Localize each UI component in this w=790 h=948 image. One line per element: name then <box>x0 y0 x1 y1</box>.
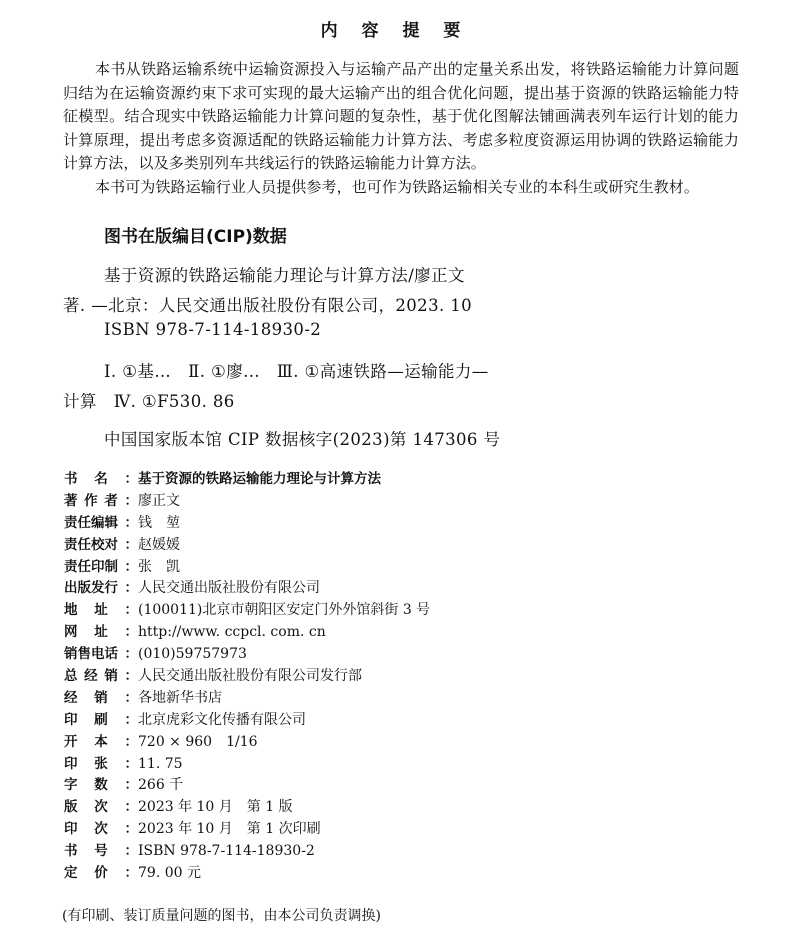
info-value: http://www. ccpcl. com. cn <box>138 624 326 641</box>
info-label <box>64 688 138 710</box>
info-colon: ： <box>124 689 138 706</box>
info-label-char: 数 <box>94 777 108 794</box>
info-label-char: 著 <box>64 492 78 509</box>
info-value: 北京虎彩文化传播有限公司 <box>138 711 306 728</box>
info-label <box>64 775 138 797</box>
info-label <box>64 754 138 776</box>
info-value: 人民交通出版社股份有限公司 <box>138 580 320 597</box>
info-row <box>64 710 430 732</box>
cip-isbn-line: ISBN 978-7-114-18930-2 <box>104 320 322 339</box>
info-row <box>64 775 430 797</box>
info-row <box>64 469 430 491</box>
info-label <box>64 841 138 863</box>
info-colon: ： <box>124 777 138 794</box>
info-label-char: 印 <box>64 755 78 772</box>
cip-classification-line: Ⅰ. ①基… Ⅱ. ①廖… Ⅲ. ①高速铁路—运输能力— <box>104 362 489 381</box>
summary-section <box>63 58 739 199</box>
info-colon: ： <box>124 471 138 487</box>
info-row <box>64 535 430 557</box>
info-label-char: 者 <box>104 492 118 509</box>
info-value: 各地新华书店 <box>138 689 222 706</box>
info-label-char: 定 <box>64 865 78 882</box>
info-value: 720 × 960 1/16 <box>138 733 258 750</box>
info-value: 79. 00 元 <box>138 865 201 882</box>
cip-publisher-line: 著. —北京：人民交通出版社股份有限公司，2023. 10 <box>63 296 473 315</box>
info-label <box>64 819 138 841</box>
info-value: (010)59757973 <box>138 646 247 663</box>
info-value: ISBN 978-7-114-18930-2 <box>138 843 315 860</box>
info-label <box>64 469 138 491</box>
info-label-char: 销 <box>94 689 108 706</box>
info-label-char: 经 <box>84 668 98 685</box>
info-label <box>64 710 138 732</box>
page-title: 内 容 提 要 <box>320 21 470 41</box>
info-colon: ： <box>124 865 138 882</box>
info-value: 基于资源的铁路运输能力理论与计算方法 <box>138 471 381 487</box>
info-row <box>64 513 430 535</box>
info-value: 钱 堃 <box>138 514 180 531</box>
info-label-char: 网 <box>64 624 78 641</box>
info-row <box>64 732 430 754</box>
info-value: 赵媛媛 <box>138 536 180 553</box>
info-label-char: 址 <box>94 602 108 619</box>
info-colon: ： <box>124 558 138 575</box>
info-label-char: 张 <box>94 755 108 772</box>
info-label-char: 刷 <box>94 711 108 728</box>
info-label-char: 号 <box>94 843 108 860</box>
info-colon: ： <box>124 602 138 619</box>
info-label <box>64 535 138 557</box>
info-colon: ： <box>124 755 138 772</box>
info-row <box>64 688 430 710</box>
info-label <box>64 666 138 688</box>
info-label-char: 开 <box>64 733 78 750</box>
info-colon: ： <box>124 799 138 816</box>
info-label-char: 总 <box>64 668 78 685</box>
info-label-char: 责任编辑 <box>64 514 118 531</box>
info-label <box>64 622 138 644</box>
info-colon: ： <box>124 514 138 531</box>
info-value: 廖正文 <box>138 492 180 509</box>
info-label-char: 次 <box>94 821 108 838</box>
info-label <box>64 797 138 819</box>
cip-heading: 图书在版编目(CIP)数据 <box>104 227 287 247</box>
cip-title-line: 基于资源的铁路运输能力理论与计算方法/廖正文 <box>104 266 465 285</box>
info-row <box>64 841 430 863</box>
info-label-char: 责任印制 <box>64 558 118 575</box>
info-row <box>64 491 430 513</box>
info-label-char: 名 <box>94 471 108 487</box>
cip-classification-line: 计算 Ⅳ. ①F530. 86 <box>63 392 235 411</box>
info-colon: ： <box>124 668 138 685</box>
info-colon: ： <box>124 536 138 553</box>
info-label-char: 经 <box>64 689 78 706</box>
info-value: (100011)北京市朝阳区安定门外外馆斜街 3 号 <box>138 602 431 619</box>
info-label <box>64 491 138 513</box>
info-colon: ： <box>124 843 138 860</box>
info-label-char: 次 <box>94 799 108 816</box>
info-colon: ： <box>124 646 138 663</box>
summary-paragraph: 本书从铁路运输系统中运输资源投入与运输产品产出的定量关系出发，将铁路运输能力计算问题归结为在运输资源约束下求可实现的最大运输产出的组合优化问题，提出基于资源的铁路运输能力特征模型。结合现实中铁路运输能力计算问题的复杂性，基于优化图解法铺画满表列车运行计划的能力计算原理，提出考虑多资源适配的铁路运输能力计算方法、考虑多粒度资源运用协调的铁路运输能力计算方法，以及多类别列车共线运行的铁路运输能力计算方法。 <box>63 60 739 172</box>
info-row <box>64 644 430 666</box>
info-label <box>64 863 138 885</box>
info-label-char: 出版发行 <box>64 580 118 597</box>
info-label <box>64 513 138 535</box>
info-label-char: 责任校对 <box>64 536 118 553</box>
info-label-char: 印 <box>64 821 78 838</box>
info-label-char: 书 <box>64 843 78 860</box>
info-label <box>64 578 138 600</box>
info-row <box>64 819 430 841</box>
info-value: 2023 年 10 月 第 1 次印刷 <box>138 821 321 838</box>
info-colon: ： <box>124 711 138 728</box>
publication-info-list <box>64 469 430 885</box>
info-colon: ： <box>124 580 138 597</box>
info-label-char: 字 <box>64 777 78 794</box>
info-row <box>64 557 430 579</box>
info-row <box>64 578 430 600</box>
info-row <box>64 666 430 688</box>
info-row <box>64 754 430 776</box>
info-colon: ： <box>124 821 138 838</box>
info-colon: ： <box>124 733 138 750</box>
info-value: 人民交通出版社股份有限公司发行部 <box>138 668 362 685</box>
info-label-char: 地 <box>64 602 78 619</box>
info-label <box>64 600 138 622</box>
cip-record-number: 中国国家版本馆 CIP 数据核字(2023)第 147306 号 <box>104 430 501 449</box>
summary-paragraph: 本书可为铁路运输行业人员提供参考，也可作为铁路运输相关专业的本科生或研究生教材。 <box>95 177 700 196</box>
info-value: 张 凯 <box>138 558 180 575</box>
info-label-char: 销 <box>104 668 118 685</box>
info-colon: ： <box>124 624 138 641</box>
info-row <box>64 863 430 885</box>
info-label-char: 址 <box>94 624 108 641</box>
info-label <box>64 557 138 579</box>
info-colon: ： <box>124 492 138 509</box>
info-label-char: 印 <box>64 711 78 728</box>
info-label-char: 本 <box>94 733 108 750</box>
info-label-char: 销售电话 <box>64 646 118 663</box>
info-label <box>64 732 138 754</box>
footnote: (有印刷、装订质量问题的图书，由本公司负责调换) <box>62 908 381 924</box>
info-label-char: 作 <box>84 492 98 509</box>
info-label-char: 价 <box>94 865 108 882</box>
info-label-char: 版 <box>64 799 78 816</box>
info-value: 11. 75 <box>138 755 183 772</box>
info-row <box>64 622 430 644</box>
info-value: 2023 年 10 月 第 1 版 <box>138 799 293 816</box>
info-row <box>64 600 430 622</box>
info-value: 266 千 <box>138 777 184 794</box>
info-label <box>64 644 138 666</box>
info-label-char: 书 <box>64 471 78 487</box>
info-row <box>64 797 430 819</box>
